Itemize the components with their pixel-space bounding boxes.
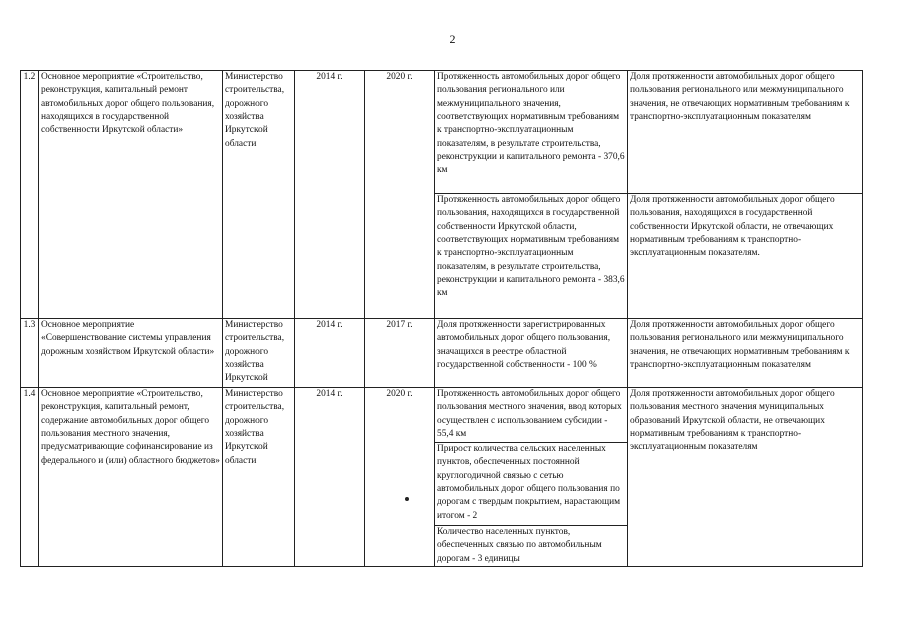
result-item: Протяженность автомобильных дорог общего пользования, находящихся в государственной собственности Иркутской области, соответствующих нормативным требованиям к транспортно-эксплуатационным показателям, в результате строительства, реконструкции и капитального ремонта - 383,6 км [435,193,627,318]
start-year: 2014 г. [295,388,365,567]
row-number: 1.2 [21,71,39,319]
program-table [20,70,863,567]
expected-results [435,71,628,319]
executor: Министерство строительства, дорожного хозяйства Иркутской [223,319,295,388]
event-name: Основное мероприятие «Строительство, реконструкция, капитальный ремонт автомобильных дорог общего пользования, находящихся в государственной собственности Иркутской области» [39,71,223,319]
event-name: Основное мероприятие «Совершенствование системы управления дорожным хозяйством Иркутской области» [39,319,223,388]
target-indicators [628,319,863,388]
end-year: 2020 г. [365,71,435,319]
indicator-item: Доля протяженности автомобильных дорог общего пользования, находящихся в государственной собственности Иркутской области, не отвечающих нормативным требованиям к транспортно-эксплуатационным показателям. [628,193,862,318]
row-number: 1.4 [21,388,39,567]
end-year: 2017 г. [365,319,435,388]
executor: Министерство строительства, дорожного хозяйства Иркутской области [223,71,295,319]
indicator-item: Доля протяженности автомобильных дорог общего пользования регионального или межмуниципального значения, не отвечающих нормативным требованиям к транспортно-эксплуатационным показателям [630,320,850,371]
result-item: Количество населенных пунктов, обеспеченных связью по автомобильным дорогам - 3 единицы [435,525,627,566]
result-item: Протяженность автомобильных дорог общего пользования регионального или межмуниципального значения, соответствующих нормативным требованиям к транспортно-эксплуатационным показателям, в результате строительства, реконструкции и капитального ремонта - 370,6 км [437,72,625,176]
target-indicators [628,71,863,319]
end-year: 2020 г. [365,388,435,567]
bullet-mark [405,497,409,501]
result-item: Прирост количества сельских населенных пунктов, обеспеченных постоянной круглогодичной связью с сетью автомобильных дорог общего пользования по дорогам с твердым покрытием, нарастающим итогом - 2 [435,442,627,525]
start-year: 2014 г. [295,319,365,388]
result-item: Протяженность автомобильных дорог общего пользования местного значения, ввод которых осуществлен с использованием субсидии - 55,4 км [437,389,622,440]
table-row [21,319,863,388]
table-row [21,71,863,319]
table-row [21,388,863,567]
row-number: 1.3 [21,319,39,388]
indicator-item: Доля протяженности автомобильных дорог общего пользования регионального или межмуниципального значения, не отвечающих нормативным требованиям к транспортно-эксплуатационным показателям [630,72,850,123]
indicator-item: Доля протяженности автомобильных дорог общего пользования местного значения муниципальных образований Иркутской области, не отвечающих нормативным требованиям к транспортно-эксплуатационным показателям [630,389,835,453]
result-item: Доля протяженности зарегистрированных автомобильных дорог общего пользования, значащихся в реестре областной государственной собственности - 100 % [437,320,611,371]
start-year: 2014 г. [295,71,365,319]
event-name: Основное мероприятие «Строительство, реконструкция, капитальный ремонт, содержание автомобильных дорог общего пользования местного значения, предусматривающие софинансирование из федерального и (или) областного бюджетов» [39,388,223,567]
expected-results [435,388,628,567]
target-indicators [628,388,863,567]
expected-results [435,319,628,388]
executor: Министерство строительства, дорожного хозяйства Иркутской области [223,388,295,567]
page-number: 2 [449,32,456,46]
